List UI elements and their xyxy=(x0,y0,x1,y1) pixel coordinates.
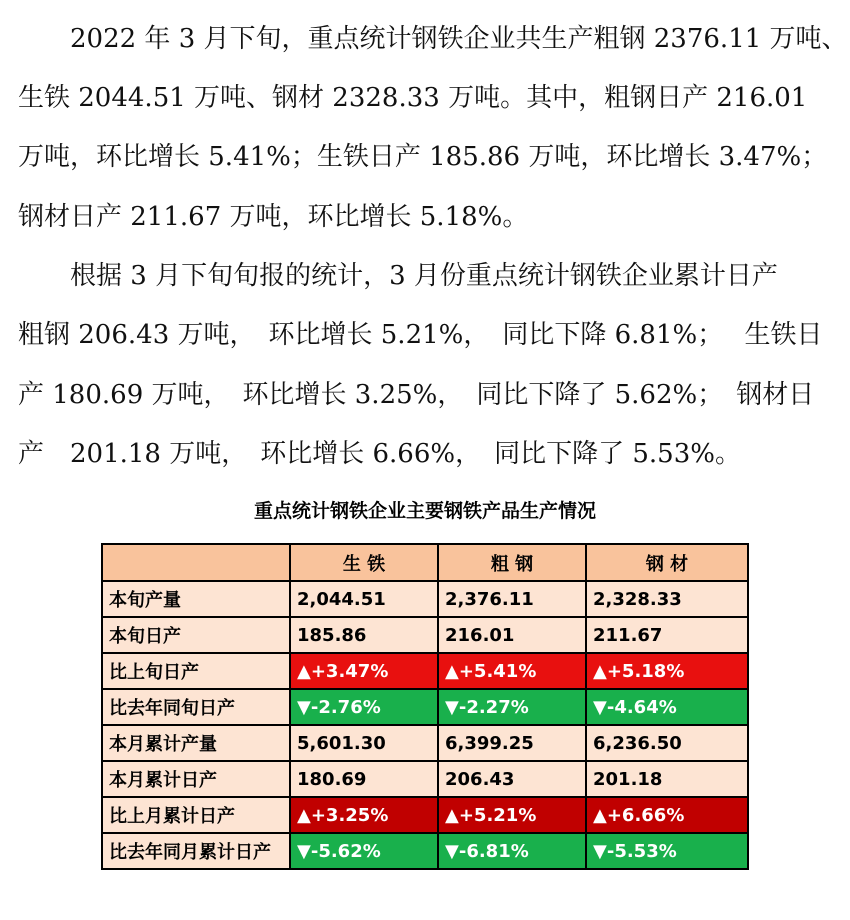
table-title: 重点统计钢铁企业主要钢铁产品生产情况 xyxy=(253,500,596,522)
cell-crude-steel-change: ▲+5.41% xyxy=(438,653,586,689)
cell-pig-iron: 180.69 xyxy=(290,761,438,797)
row-label: 比去年同月累计日产 xyxy=(102,833,290,869)
cell-crude-steel-change: ▼-2.27% xyxy=(438,689,586,725)
header-steel-products: 钢 材 xyxy=(586,544,748,581)
paragraph-2-line-1: 根据 3 月下旬旬报的统计，3 月份重点统计钢铁企业累计日产 xyxy=(18,261,778,291)
cell-crude-steel-change: ▼-6.81% xyxy=(438,833,586,869)
cell-crude-steel: 216.01 xyxy=(438,617,586,653)
cell-pig-iron-change: ▼-2.76% xyxy=(290,689,438,725)
header-pig-iron: 生 铁 xyxy=(290,544,438,581)
table-row xyxy=(102,581,748,617)
table-header-row xyxy=(102,544,748,581)
paragraph-1-line-2: 生铁 2044.51 万吨、钢材 2328.33 万吨。其中，粗钢日产 216.01 xyxy=(18,83,808,113)
paragraph-2-line-3: 产 180.69 万吨， 环比增长 3.25%， 同比下降了 5.62%； 钢材日 xyxy=(18,380,815,410)
cell-steel-products-change: ▼-5.53% xyxy=(586,833,748,869)
cell-pig-iron: 185.86 xyxy=(290,617,438,653)
table-row xyxy=(102,689,748,725)
cell-steel-products: 6,236.50 xyxy=(586,725,748,761)
row-label: 比去年同旬日产 xyxy=(102,689,290,725)
cell-pig-iron-change: ▲+3.47% xyxy=(290,653,438,689)
table-row xyxy=(102,833,748,869)
cell-steel-products: 211.67 xyxy=(586,617,748,653)
cell-pig-iron-change: ▼-5.62% xyxy=(290,833,438,869)
cell-crude-steel-change: ▲+5.21% xyxy=(438,797,586,833)
paragraph-2-line-4: 产 201.18 万吨， 环比增长 6.66%， 同比下降了 5.53%。 xyxy=(18,439,741,469)
cell-steel-products-change: ▲+5.18% xyxy=(586,653,748,689)
paragraph-1-line-3: 万吨，环比增长 5.41%；生铁日产 185.86 万吨，环比增长 3.47%； xyxy=(18,142,828,172)
cell-steel-products-change: ▲+6.66% xyxy=(586,797,748,833)
cell-crude-steel: 6,399.25 xyxy=(438,725,586,761)
production-table xyxy=(101,543,749,870)
row-label: 本旬产量 xyxy=(102,581,290,617)
cell-pig-iron: 5,601.30 xyxy=(290,725,438,761)
cell-pig-iron: 2,044.51 xyxy=(290,581,438,617)
row-label: 本月累计产量 xyxy=(102,725,290,761)
table-row xyxy=(102,617,748,653)
paragraph-1-line-4: 钢材日产 211.67 万吨，环比增长 5.18%。 xyxy=(18,202,529,232)
cell-crude-steel: 2,376.11 xyxy=(438,581,586,617)
paragraph-2-line-2: 粗钢 206.43 万吨， 环比增长 5.21%， 同比下降 6.81%； 生铁日 xyxy=(18,320,823,350)
row-label: 比上旬日产 xyxy=(102,653,290,689)
table-row xyxy=(102,761,748,797)
row-label: 本旬日产 xyxy=(102,617,290,653)
cell-steel-products-change: ▼-4.64% xyxy=(586,689,748,725)
cell-pig-iron-change: ▲+3.25% xyxy=(290,797,438,833)
table-row xyxy=(102,797,748,833)
cell-steel-products: 2,328.33 xyxy=(586,581,748,617)
paragraph-1-line-1: 2022 年 3 月下旬，重点统计钢铁企业共生产粗钢 2376.11 万吨、 xyxy=(18,24,848,54)
row-label: 比上月累计日产 xyxy=(102,797,290,833)
cell-crude-steel: 206.43 xyxy=(438,761,586,797)
cell-steel-products: 201.18 xyxy=(586,761,748,797)
header-crude-steel: 粗 钢 xyxy=(438,544,586,581)
table-row xyxy=(102,653,748,689)
header-corner xyxy=(102,544,290,581)
row-label: 本月累计日产 xyxy=(102,761,290,797)
table-row xyxy=(102,725,748,761)
